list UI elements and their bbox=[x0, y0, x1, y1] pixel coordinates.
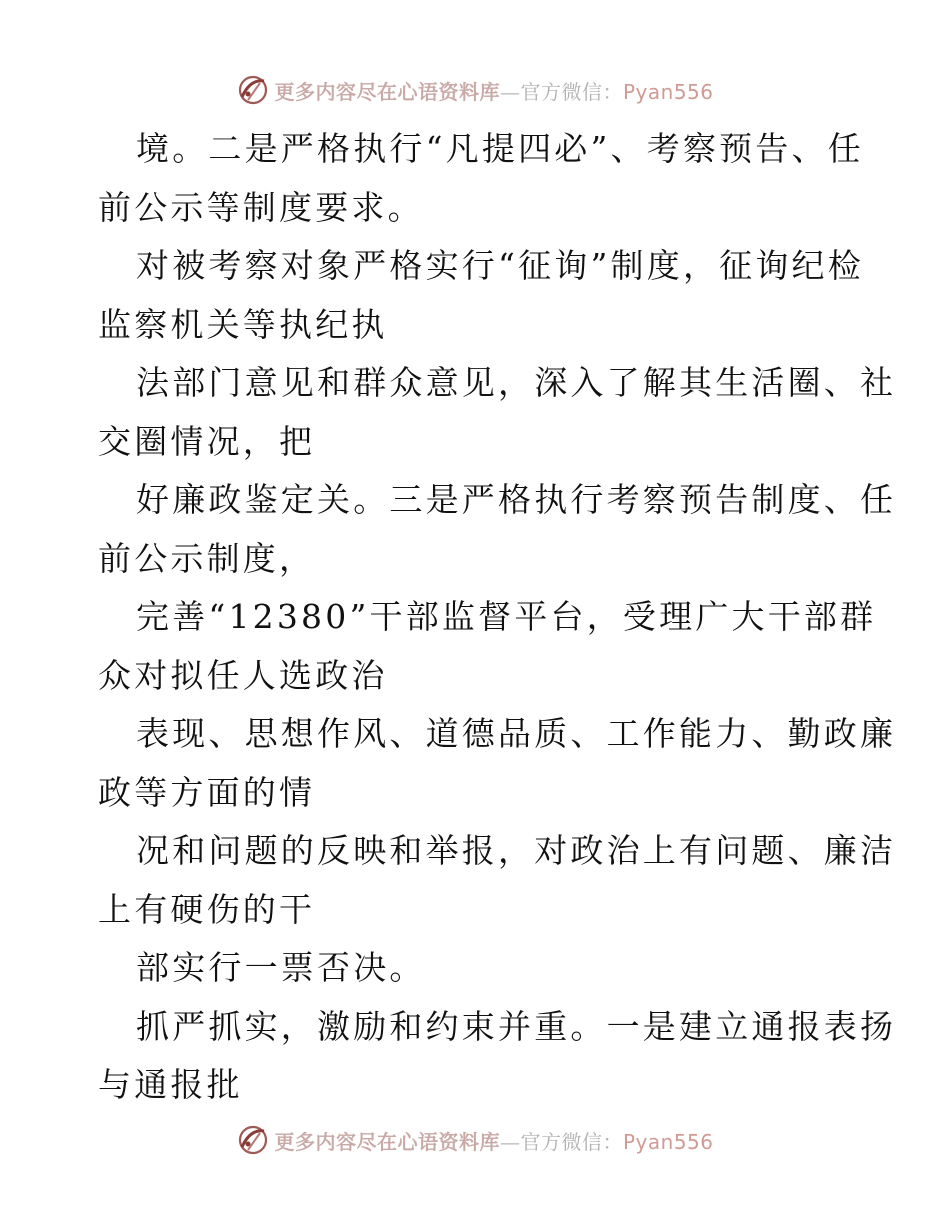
watermark-wechat-id: Pyan556 bbox=[622, 1129, 714, 1154]
text-line: 前公示制度， bbox=[98, 538, 316, 578]
text-line: 交圈情况，把 bbox=[98, 421, 316, 461]
text-line: 好廉政鉴定关。三是严格执行考察预告制度、任 bbox=[136, 480, 897, 519]
document-body bbox=[98, 120, 897, 1115]
text-line: 监察机关等执纪执 bbox=[98, 304, 388, 344]
watermark-dash: — bbox=[499, 1129, 521, 1154]
text-line: 抓严抓实，激励和约束并重。一是建立通报表扬 bbox=[136, 1006, 897, 1046]
text-line: 政等方面的情 bbox=[98, 772, 316, 812]
brand-logo-icon bbox=[236, 73, 270, 107]
watermark-text bbox=[274, 1126, 713, 1155]
text-line: 表现、思想作风、道德品质、工作能力、勤政廉 bbox=[136, 714, 897, 753]
header-watermark bbox=[0, 70, 950, 110]
text-line: 法部门意见和群众意见，深入了解其生活圈、社 bbox=[136, 363, 897, 402]
watermark-site: 更多内容尽在心语资料库 bbox=[274, 1129, 500, 1154]
text-line: 与通报批 bbox=[98, 1065, 243, 1104]
text-line: 况和问题的反映和举报，对政治上有问题、廉洁 bbox=[136, 831, 897, 870]
text-line: 对被考察对象严格实行“征询”制度，征询纪检 bbox=[136, 246, 864, 285]
text-line: 完善“12380”干部监督平台，受理广大干部群 bbox=[136, 597, 877, 636]
watermark-wechat-label: 官方微信： bbox=[520, 79, 623, 104]
watermark-text bbox=[274, 76, 713, 105]
watermark-wechat-id: Pyan556 bbox=[622, 79, 714, 104]
text-line: 前公示等制度要求。 bbox=[98, 187, 424, 227]
footer-watermark bbox=[0, 1120, 950, 1160]
brand-logo-icon bbox=[236, 1123, 270, 1157]
watermark-wechat-label: 官方微信： bbox=[520, 1129, 623, 1154]
text-line: 上有硬伤的干 bbox=[98, 889, 316, 929]
watermark-dash: — bbox=[499, 79, 521, 104]
text-line: 境。二是严格执行“凡提四必”、考察预告、任 bbox=[136, 129, 864, 168]
text-line: 部实行一票否决。 bbox=[136, 948, 426, 987]
text-line: 众对拟任人选政治 bbox=[98, 655, 388, 695]
watermark-site: 更多内容尽在心语资料库 bbox=[274, 79, 500, 104]
